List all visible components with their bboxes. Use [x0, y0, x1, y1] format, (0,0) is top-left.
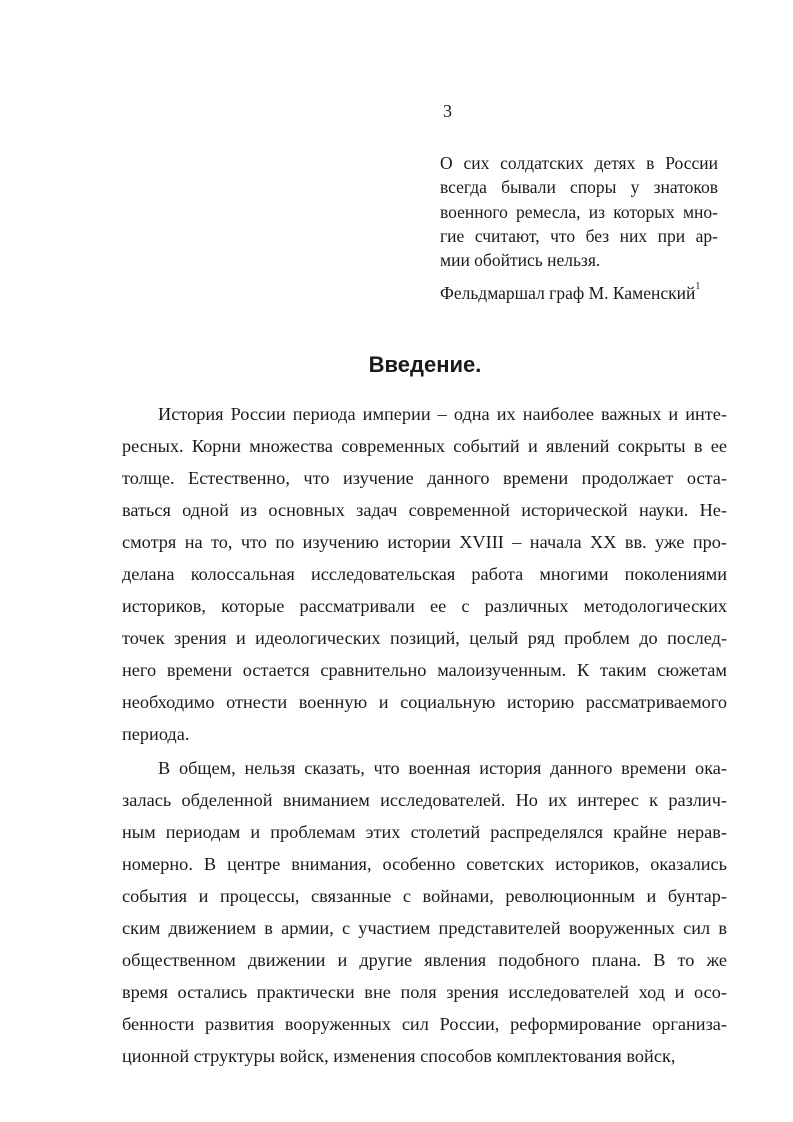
text-line: залась обделенной вниманием исследователей. Но их интерес к различ- [122, 790, 727, 810]
text-line: смотря на то, что по изучению истории XVIII – начала XX вв. уже про- [122, 532, 727, 552]
text-line: ным периодам и проблемам этих столетий распределялся крайне нерав- [122, 822, 727, 842]
text-line: события и процессы, связанные с войнами, революционным и бунтар- [122, 886, 727, 906]
author-name: Фельдмаршал граф М. Каменский [440, 283, 696, 303]
epigraph-line: мии обойтись нельзя. [440, 250, 601, 271]
text-line: номерно. В центре внимания, особенно советских историков, оказались [122, 854, 727, 874]
epigraph-line: О сих солдатских детях в России [440, 153, 718, 173]
paragraph-2 [122, 752, 727, 1072]
text-line: бенности развития вооруженных сил России, реформирование организа- [122, 1014, 727, 1034]
footnote-mark: 1 [695, 281, 701, 292]
epigraph-line: всегда бывали споры у знатоков [440, 177, 718, 198]
page-number: 3 [443, 101, 452, 121]
text-line: ваться одной из основных задач современной исторической науки. Не- [122, 500, 727, 520]
text-line: делана колоссальная исследовательская работа многими поколениями [122, 564, 727, 584]
epigraph [440, 151, 718, 272]
text-line: периода. [122, 724, 190, 744]
text-line: ционной структуры войск, изменения способов комплектования войск, [122, 1046, 676, 1066]
text-line: историков, которые рассматривали ее с различных методологических [122, 596, 727, 616]
text-line: необходимо отнести военную и социальную историю рассматриваемого [122, 692, 727, 712]
section-heading: Введение. [368, 352, 482, 377]
text-line: общественном движении и другие явления подобного плана. В то же [122, 950, 727, 970]
text-line: время остались практически вне поля зрения исследователей ход и осо- [122, 982, 727, 1002]
epigraph-author [440, 283, 700, 304]
text-line: ресных. Корни множества современных событий и явлений сокрыты в ее [122, 436, 727, 456]
text-line: точек зрения и идеологических позиций, целый ряд проблем до послед- [122, 628, 727, 648]
paragraph-1 [122, 398, 727, 750]
text-line: ским движением в армии, с участием представителей вооруженных сил в [122, 918, 727, 938]
epigraph-line: военного ремесла, из которых мно- [440, 201, 718, 222]
text-line: В общем, нельзя сказать, что военная история данного времени ока- [158, 758, 727, 778]
epigraph-line: гие считают, что без них при ар- [440, 225, 718, 246]
text-line: История России периода империи – одна их наиболее важных и инте- [158, 404, 727, 424]
text-line: толще. Естественно, что изучение данного времени продолжает оста- [122, 468, 727, 488]
text-line: него времени остается сравнительно малоизученным. К таким сюжетам [122, 660, 727, 680]
